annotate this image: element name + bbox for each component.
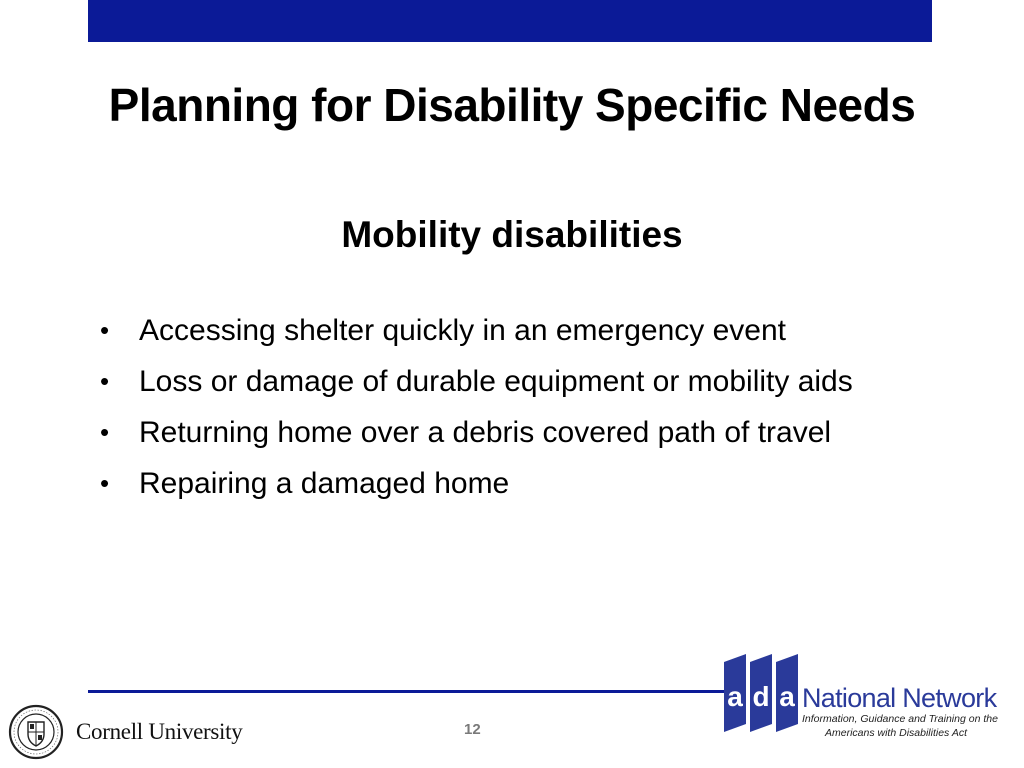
slide-subtitle: Mobility disabilities — [341, 214, 683, 255]
svg-text:a: a — [779, 681, 795, 712]
svg-text:d: d — [752, 681, 770, 712]
ada-tagline-line2: Americans with Disabilities Act — [825, 727, 967, 739]
bullet-item — [100, 361, 853, 412]
bullet-item — [100, 310, 853, 361]
page-number: 12 — [464, 721, 481, 738]
bullet-dot: • — [100, 468, 110, 498]
bullet-item — [100, 412, 853, 463]
bullet-text: Returning home over a debris covered path of travel — [139, 416, 832, 449]
slide-title: Planning for Disability Specific Needs — [108, 79, 916, 131]
header-bar — [88, 0, 932, 42]
cornell-seal-icon — [8, 704, 64, 760]
bullet-text: Repairing a damaged home — [139, 467, 510, 500]
bullet-item — [100, 463, 853, 514]
ada-tagline-line1: Information, Guidance and Training on the — [802, 713, 998, 725]
ada-network-title: National Network — [802, 683, 997, 713]
bullet-text: Loss or damage of durable equipment or mobility aids — [139, 365, 853, 398]
bullet-list — [100, 310, 853, 514]
footer-divider — [88, 690, 740, 693]
ada-logo-icon — [724, 654, 800, 732]
svg-text:a: a — [727, 681, 743, 712]
university-name: Cornell University — [76, 719, 243, 744]
bullet-dot: • — [100, 315, 110, 345]
bullet-dot: • — [100, 417, 110, 447]
bullet-dot: • — [100, 366, 110, 396]
bullet-text: Accessing shelter quickly in an emergency event — [139, 314, 786, 347]
